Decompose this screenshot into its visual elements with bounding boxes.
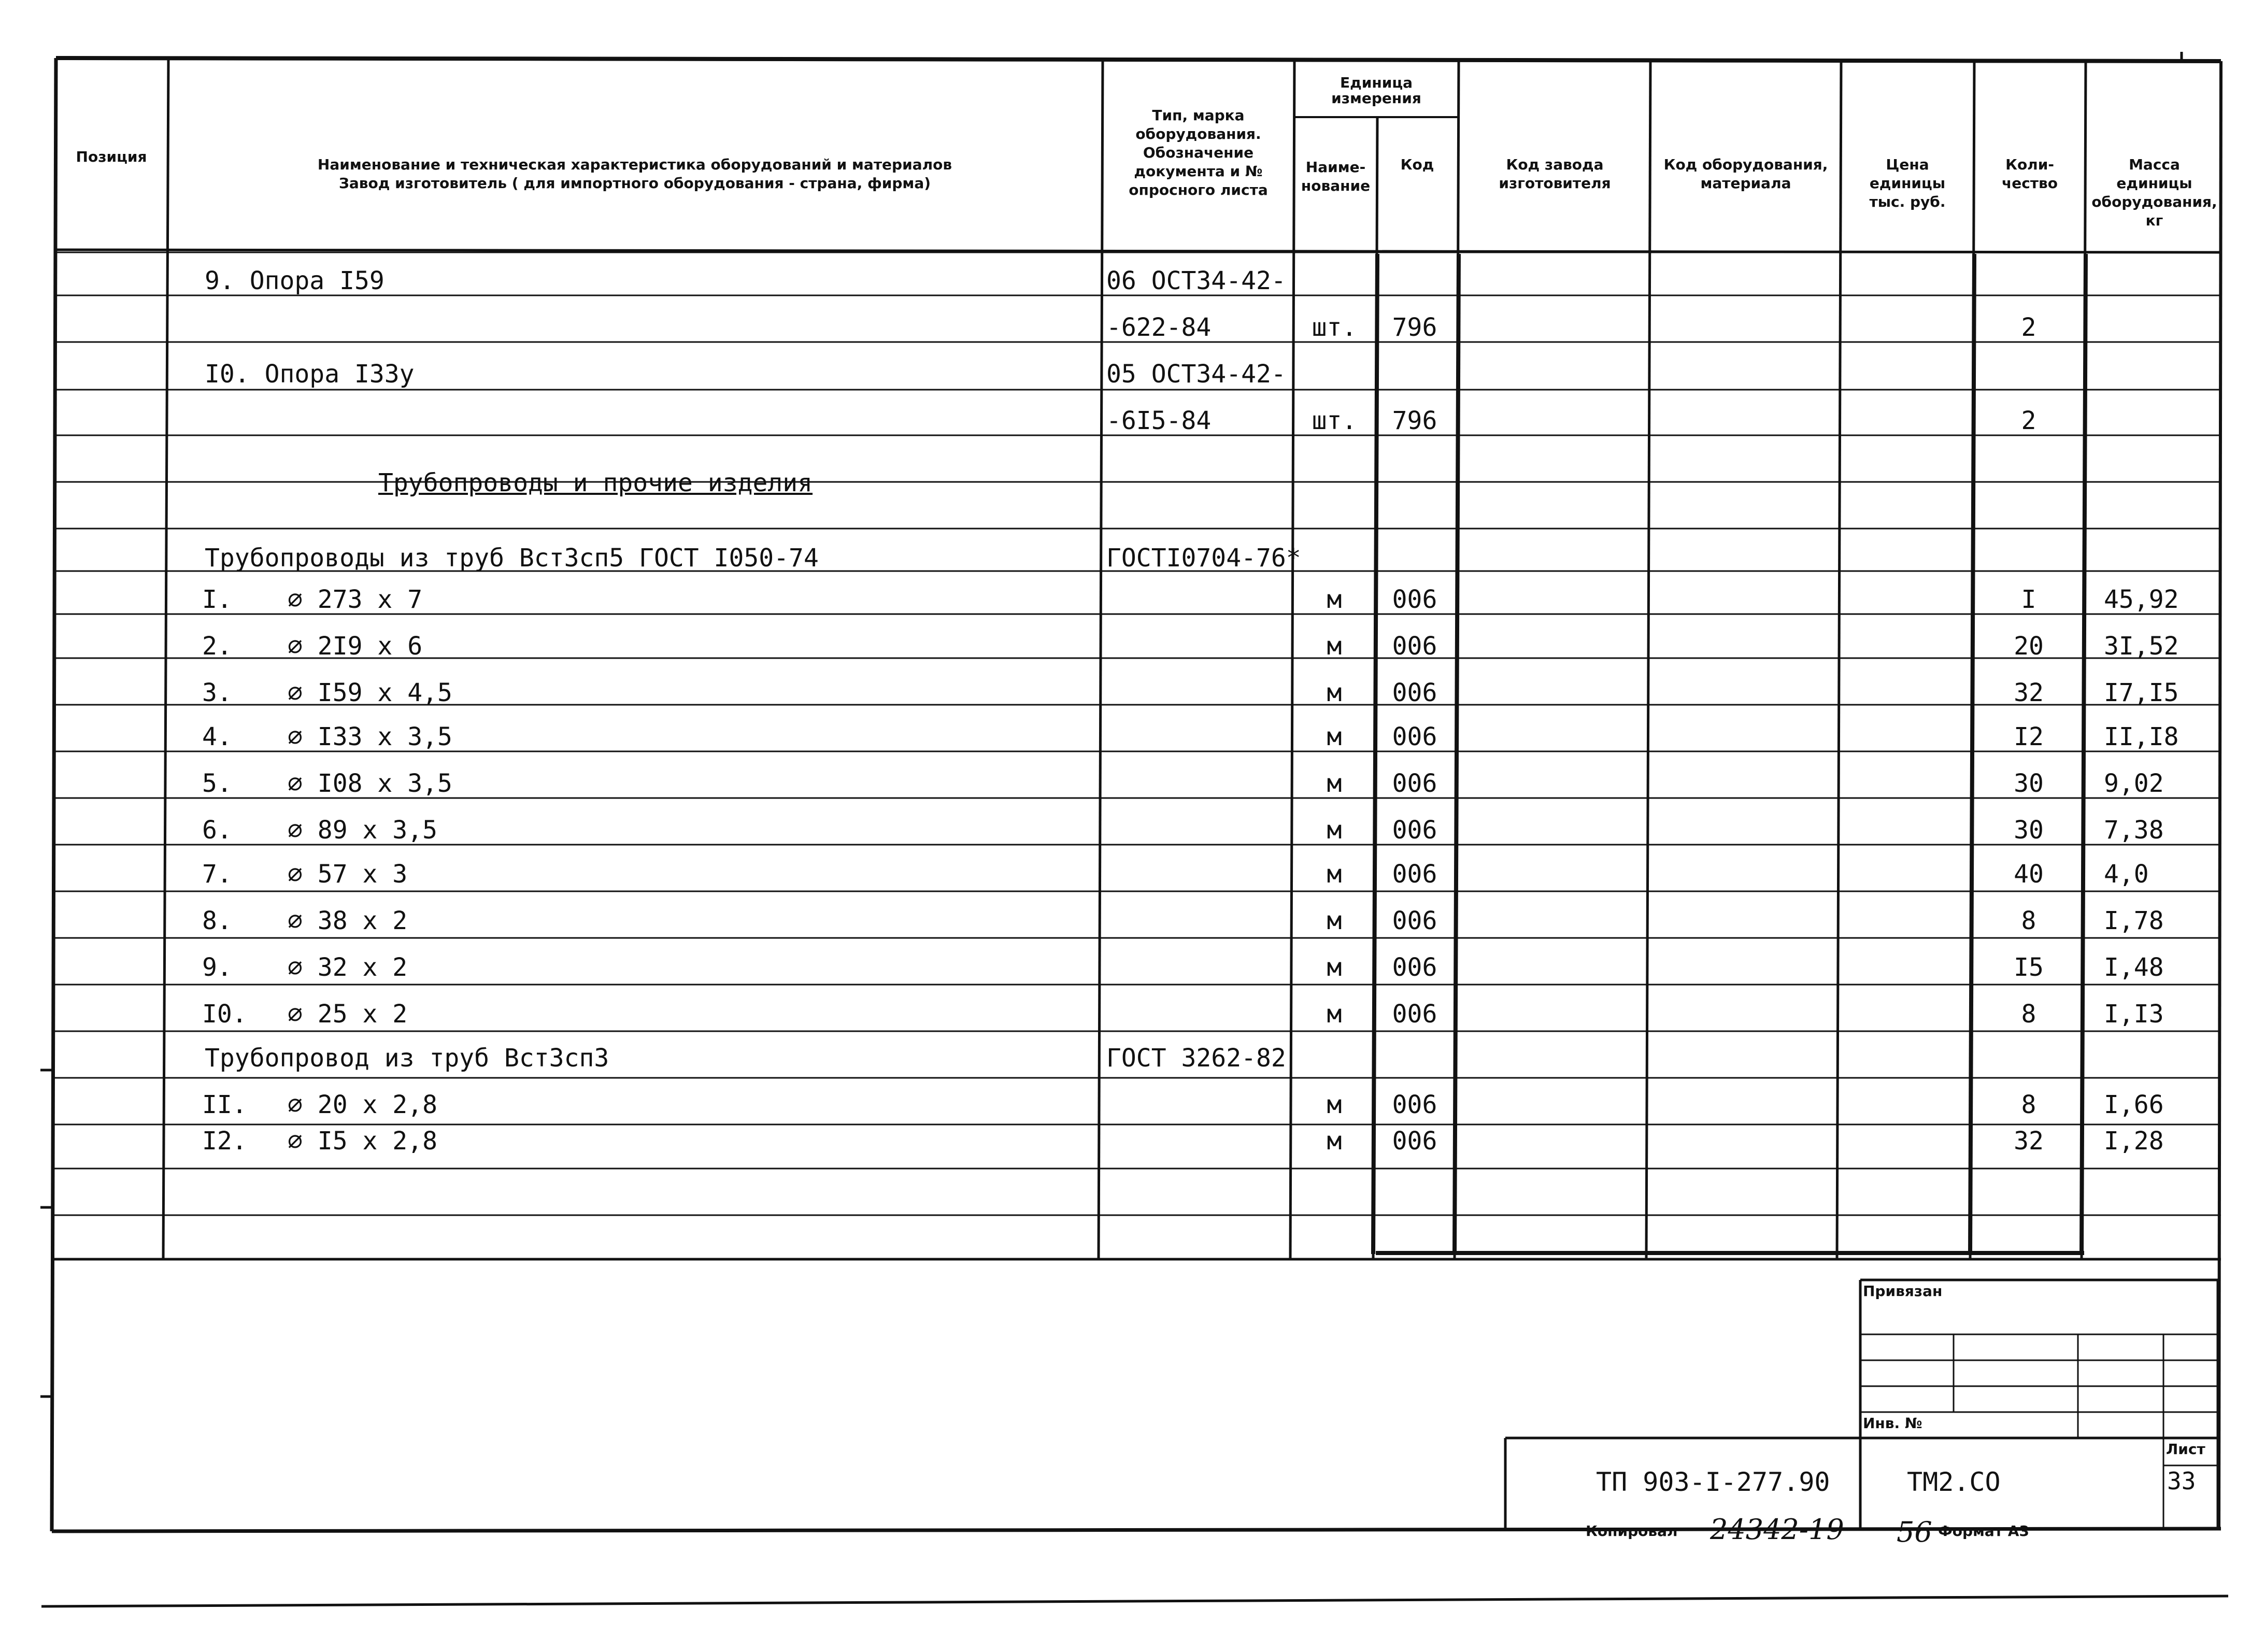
row-quantity: 2 bbox=[2021, 406, 2036, 435]
header-name-line2: Завод изготовитель ( для импортного оборудования - страна, фирма) bbox=[338, 175, 931, 192]
stamp-doc-code: ТМ2.СО bbox=[1907, 1467, 2001, 1497]
row-diameter: ⌀ I5 х 2,8 bbox=[288, 1127, 437, 1156]
row-number: 7. bbox=[202, 860, 232, 889]
row-quantity: 30 bbox=[2014, 769, 2044, 798]
header-position: Позиция bbox=[76, 148, 147, 165]
row-mass: 3I,52 bbox=[2104, 632, 2179, 661]
header-unit-group-line1: Единица bbox=[1340, 74, 1413, 91]
row-diameter: ⌀ I33 х 3,5 bbox=[288, 722, 452, 751]
header-price-line1: Цена bbox=[1886, 156, 1929, 173]
stamp-inv-no: Инв. № bbox=[1863, 1415, 1922, 1432]
header-name bbox=[171, 155, 1099, 193]
header-type-line1: Тип, марка bbox=[1152, 107, 1245, 124]
row-unit-name: м bbox=[1327, 1000, 1342, 1029]
row-quantity: 32 bbox=[2014, 678, 2044, 707]
header-factory-code bbox=[1460, 155, 1649, 193]
row-number: 6. bbox=[202, 816, 232, 845]
header-unit-name-line2: нование bbox=[1301, 177, 1371, 194]
row-type-designation: ГОСТI0704-76* bbox=[1106, 544, 1301, 573]
header-mass-line1: Масса bbox=[2129, 156, 2180, 173]
header-type-line4: документа и № bbox=[1134, 163, 1263, 180]
header-mass-line3: оборудования, bbox=[2091, 193, 2217, 210]
row-unit-name: м bbox=[1327, 1127, 1342, 1156]
row-unit-code: 006 bbox=[1392, 860, 1437, 889]
row-unit-name: м bbox=[1327, 953, 1342, 982]
row-unit-code: 006 bbox=[1392, 1127, 1437, 1156]
row-mass: I,48 bbox=[2104, 953, 2164, 982]
row-number: I. bbox=[202, 585, 232, 614]
row-diameter: ⌀ 273 х 7 bbox=[288, 585, 423, 614]
header-unit-code: Код bbox=[1400, 156, 1434, 173]
header-equip-code-line1: Код оборудования, bbox=[1663, 156, 1828, 173]
row-mass: I7,I5 bbox=[2104, 678, 2179, 707]
row-unit-code: 006 bbox=[1392, 1000, 1437, 1029]
row-unit-name: м bbox=[1327, 860, 1342, 889]
header-mass-line2: единицы bbox=[2116, 175, 2192, 192]
header-type-line5: опросного листа bbox=[1129, 181, 1268, 198]
row-number: 4. bbox=[202, 722, 232, 751]
row-number: 2. bbox=[202, 632, 232, 661]
row-unit-name: м bbox=[1327, 585, 1342, 614]
header-equip-code-line2: материала bbox=[1700, 175, 1791, 192]
footer-format: Формат А3 bbox=[1938, 1522, 2029, 1540]
row-mass: 7,38 bbox=[2104, 816, 2164, 845]
footer-copied-label: Копировал bbox=[1586, 1522, 1678, 1540]
row-type-designation: 05 ОСТ34-42- bbox=[1106, 360, 1286, 389]
row-diameter: ⌀ 2I9 х 6 bbox=[288, 632, 423, 661]
row-diameter: ⌀ 25 х 2 bbox=[288, 1000, 408, 1029]
row-quantity: 8 bbox=[2021, 1000, 2036, 1029]
row-mass: I,28 bbox=[2104, 1127, 2164, 1156]
header-qty-line2: чество bbox=[2002, 175, 2058, 192]
row-unit-code: 006 bbox=[1392, 722, 1437, 751]
header-equip-code bbox=[1651, 155, 1840, 193]
header-unit-name-line1: Наиме- bbox=[1305, 159, 1366, 176]
row-quantity: 8 bbox=[2021, 1090, 2036, 1119]
stamp-sheet-number: 33 bbox=[2167, 1467, 2196, 1495]
row-unit-name: м bbox=[1327, 816, 1342, 845]
row-mass: I,78 bbox=[2104, 906, 2164, 935]
row-quantity: I bbox=[2021, 585, 2036, 614]
row-quantity: 40 bbox=[2014, 860, 2044, 889]
row-type-designation: ГОСТ 3262-82 bbox=[1106, 1044, 1286, 1073]
header-mass-line4: кг bbox=[2145, 212, 2163, 229]
row-diameter: ⌀ 57 х 3 bbox=[288, 860, 408, 889]
row-type-designation: -622-84 bbox=[1106, 313, 1212, 342]
header-type-line3: Обозначение bbox=[1143, 144, 1254, 161]
row-unit-code: 006 bbox=[1392, 953, 1437, 982]
row-unit-code: 796 bbox=[1392, 313, 1437, 342]
row-unit-name: м bbox=[1327, 769, 1342, 798]
row-unit-code: 006 bbox=[1392, 906, 1437, 935]
row-diameter: ⌀ 38 х 2 bbox=[288, 906, 408, 935]
row-diameter: ⌀ 20 х 2,8 bbox=[288, 1090, 437, 1119]
section-title: Трубопроводы и прочие изделия bbox=[378, 468, 813, 497]
row-number: 5. bbox=[202, 769, 232, 798]
header-unit-group-line2: измерения bbox=[1331, 90, 1421, 107]
row-name: Трубопроводы из труб ВстЗсп5 ГОСТ I050-74 bbox=[205, 544, 819, 573]
row-number: II. bbox=[202, 1090, 247, 1119]
header-name-line1: Наименование и техническая характеристика оборудований и материалов bbox=[317, 156, 952, 173]
row-unit-code: 006 bbox=[1392, 1090, 1437, 1119]
row-unit-name: шт. bbox=[1312, 313, 1357, 342]
row-quantity: 20 bbox=[2014, 632, 2044, 661]
header-unit-group bbox=[1295, 75, 1457, 106]
row-mass: I,66 bbox=[2104, 1090, 2164, 1119]
row-unit-code: 006 bbox=[1392, 585, 1437, 614]
header-mass bbox=[2086, 155, 2223, 230]
header-factory-code-line1: Код завода bbox=[1506, 156, 1604, 173]
header-type bbox=[1104, 106, 1293, 200]
row-quantity: 30 bbox=[2014, 816, 2044, 845]
row-type-designation: 06 ОСТ34-42- bbox=[1106, 266, 1286, 295]
header-price-line3: тыс. руб. bbox=[1869, 193, 1946, 210]
row-diameter: ⌀ I08 х 3,5 bbox=[288, 769, 452, 798]
row-unit-code: 006 bbox=[1392, 678, 1437, 707]
row-name: I0. Опора I33у bbox=[205, 360, 415, 389]
row-unit-code: 006 bbox=[1392, 816, 1437, 845]
header-factory-code-line2: изготовителя bbox=[1499, 175, 1611, 192]
header-price bbox=[1842, 155, 1973, 211]
stamp-doc-number: ТП 903-I-277.90 bbox=[1596, 1467, 1830, 1497]
row-name: Трубопровод из труб ВстЗсп3 bbox=[205, 1044, 609, 1073]
row-quantity: 2 bbox=[2021, 313, 2036, 342]
header-unit-name bbox=[1295, 158, 1376, 195]
stamp-sheet-label: Лист bbox=[2166, 1441, 2205, 1458]
row-quantity: 8 bbox=[2021, 906, 2036, 935]
row-number: 3. bbox=[202, 678, 232, 707]
row-number: 9. bbox=[202, 953, 232, 982]
row-name: 9. Опора I59 bbox=[205, 266, 384, 295]
row-unit-name: м bbox=[1327, 1090, 1342, 1119]
row-number: 8. bbox=[202, 906, 232, 935]
row-quantity: 32 bbox=[2014, 1127, 2044, 1156]
row-unit-name: шт. bbox=[1312, 406, 1357, 435]
stamp-privyazan: Привязан bbox=[1863, 1283, 1943, 1300]
row-unit-name: м bbox=[1327, 906, 1342, 935]
row-unit-code: 006 bbox=[1392, 769, 1437, 798]
header-type-line2: оборудования. bbox=[1135, 125, 1261, 143]
footer-handwritten-number: 24342-19 bbox=[1710, 1513, 1844, 1546]
row-mass: 9,02 bbox=[2104, 769, 2164, 798]
footer-handwritten-number-2: 56 bbox=[1897, 1516, 1932, 1548]
row-number: I0. bbox=[202, 1000, 247, 1029]
row-unit-name: м bbox=[1327, 722, 1342, 751]
row-unit-code: 006 bbox=[1392, 632, 1437, 661]
row-quantity: I2 bbox=[2014, 722, 2044, 751]
row-unit-name: м bbox=[1327, 678, 1342, 707]
row-number: I2. bbox=[202, 1127, 247, 1156]
row-quantity: I5 bbox=[2014, 953, 2044, 982]
row-diameter: ⌀ I59 х 4,5 bbox=[288, 678, 452, 707]
row-mass: 4,0 bbox=[2104, 860, 2149, 889]
header-qty-line1: Коли- bbox=[2005, 156, 2054, 173]
row-diameter: ⌀ 32 х 2 bbox=[288, 953, 408, 982]
header-qty bbox=[1975, 155, 2084, 193]
row-mass: II,I8 bbox=[2104, 722, 2179, 751]
row-type-designation: -6I5-84 bbox=[1106, 406, 1212, 435]
row-mass: 45,92 bbox=[2104, 585, 2179, 614]
row-unit-name: м bbox=[1327, 632, 1342, 661]
header-price-line2: единицы bbox=[1869, 175, 1946, 192]
row-diameter: ⌀ 89 х 3,5 bbox=[288, 816, 437, 845]
row-mass: I,I3 bbox=[2104, 1000, 2164, 1029]
row-unit-code: 796 bbox=[1392, 406, 1437, 435]
